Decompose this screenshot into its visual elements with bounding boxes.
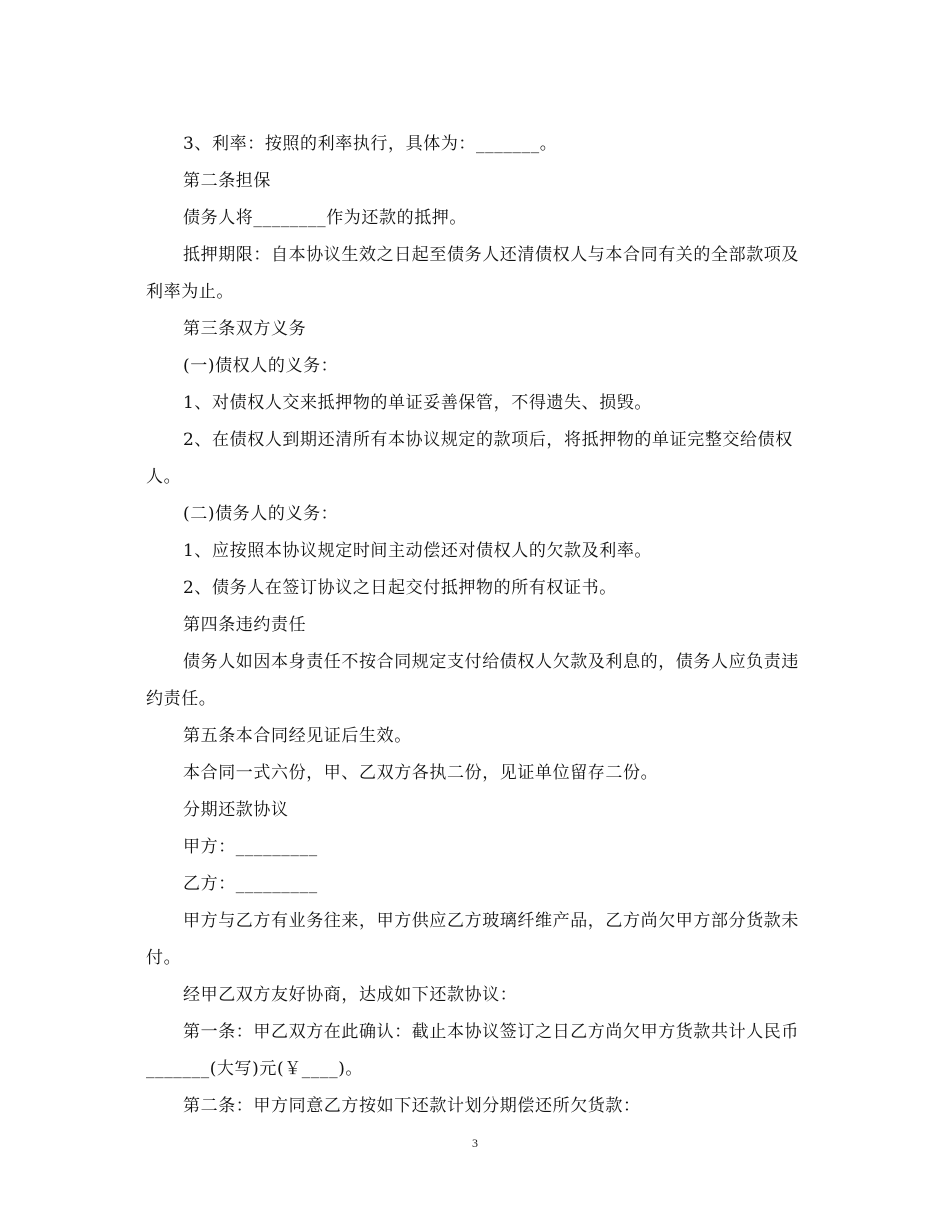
collateral-clause: 债务人将________作为还款的抵押。 [183, 208, 467, 228]
installment-agreement-title: 分期还款协议 [183, 800, 289, 820]
debtor-duty-1: 1、应按照本协议规定时间主动偿还对债权人的欠款及利率。 [183, 541, 653, 561]
creditor-duty-1: 1、对债权人交来抵押物的单证妥善保管，不得遗失、损毁。 [183, 393, 653, 413]
party-b-line: 乙方：_________ [183, 874, 318, 894]
page-number: 3 [472, 1136, 478, 1150]
creditor-duty-2: 2、在债权人到期还清所有本协议规定的款项后，将抵押物的单证完整交给债权人。 [146, 430, 793, 487]
article-3-heading: 第三条双方义务 [183, 319, 307, 339]
party-a-line: 甲方：_________ [183, 837, 318, 857]
installment-article-2: 第二条：甲方同意乙方按如下还款计划分期偿还所欠货款： [183, 1096, 641, 1116]
background-clause: 甲方与乙方有业务往来，甲方供应乙方玻璃纤维产品，乙方尚欠甲方部分货款未付。 [146, 911, 799, 968]
clause-interest-rate: 3、利率：按照的利率执行，具体为：_______。 [183, 134, 558, 154]
document-body [146, 126, 806, 1125]
debtor-duties-heading: (二)债务人的义务： [183, 504, 339, 524]
installment-article-1: 第一条：甲乙双方在此确认：截止本协议签订之日乙方尚欠甲方货款共计人民币_______(大写)元(￥____)。 [146, 1022, 799, 1079]
article-5-effective: 第五条本合同经见证后生效。 [183, 726, 412, 746]
mortgage-period-clause: 抵押期限：自本协议生效之日起至债务人还清债权人与本合同有关的全部款项及利率为止。 [146, 245, 799, 302]
copies-clause: 本合同一式六份，甲、乙双方各执二份，见证单位留存二份。 [183, 763, 659, 783]
article-2-heading: 第二条担保 [183, 171, 271, 191]
debtor-duty-2: 2、债务人在签订协议之日起交付抵押物的所有权证书。 [183, 578, 617, 598]
creditor-duties-heading: (一)债权人的义务： [183, 356, 339, 376]
breach-clause: 债务人如因本身责任不按合同规定支付给债权人欠款及利息的，债务人应负责违约责任。 [146, 652, 799, 709]
article-4-heading: 第四条违约责任 [183, 615, 307, 635]
negotiation-clause: 经甲乙双方友好协商，达成如下还款协议： [183, 985, 518, 1005]
